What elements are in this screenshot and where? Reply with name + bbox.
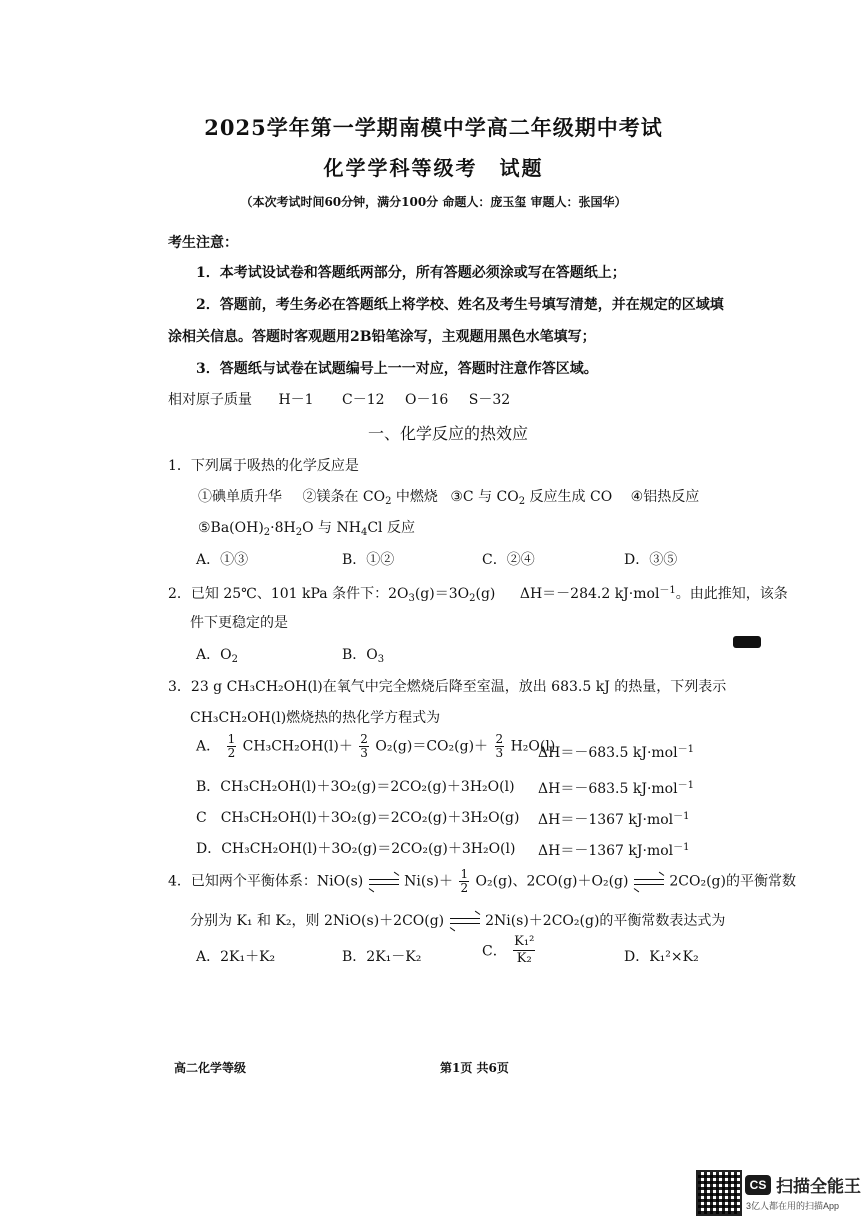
q1-item-1: ①碘单质升华: [198, 489, 282, 505]
equilibrium-arrow-icon: [369, 877, 399, 887]
atomic-mass-h: H－1: [278, 392, 314, 408]
camscanner-logo: CS: [745, 1175, 771, 1195]
q1-item-2: ②镁条在 $CO_2$ 中燃烧: [302, 489, 438, 507]
q3-option-c: C CH₃CH₂OH(l)＋3O₂(g)＝2CO₂(g)＋3H₂O(g): [196, 810, 520, 826]
q1-item-5: $⑤Ba(OH)_2\cdot 8H_2O$ 与 $NH_4Cl$ 反应: [198, 520, 415, 538]
q4-stem-line1: 4．已知两个平衡体系：NiO(s) Ni(s)＋ $\frac{1}{2}$ O₂(g)、2CO(g)＋O₂(g) 2CO₂(g)的平衡常数: [168, 867, 796, 895]
equilibrium-arrow-icon: [450, 916, 480, 926]
q1-item-4: ④铝热反应: [630, 489, 700, 505]
q3-stem-line1: 3．23 g CH₃CH₂OH(l)在氧气中完全燃烧后降至室温，放出 683.5 kJ 的热量，下列表示: [168, 679, 727, 695]
qr-code-icon: [696, 1170, 742, 1216]
q2-stem-line2: 件下更稳定的是: [190, 615, 288, 631]
footer-page-number: 第1页 共6页: [440, 1061, 509, 1075]
q2-option-b: B．$O_3$: [342, 647, 385, 665]
notice-item-2b: 涂相关信息。答题时客观题用2B铅笔涂写，主观题用黑色水笔填写；: [168, 329, 596, 345]
q4-option-c: C． $\frac{\text{K₁²}}{\text{K₂}}$: [482, 934, 535, 966]
q2-option-a: A．$O_2$: [196, 647, 238, 665]
scan-smudge: [733, 636, 761, 648]
atomic-mass-line: [168, 389, 510, 409]
q1-option-d: D．③⑤: [624, 552, 678, 568]
fraction: $\frac{2}{3}$: [495, 732, 504, 760]
q3-option-d: D．CH₃CH₂OH(l)＋3O₂(g)＝2CO₂(g)＋3H₂O(l): [196, 841, 516, 857]
q2-stem: 2．已知 25℃、101 kPa 条件下：$2O_3(g)=3O_2(g)$ ΔH＝－284.2 kJ·mol$^{-1}$。由此推知，该条: [168, 585, 788, 604]
atomic-mass-c: C－12: [342, 392, 385, 408]
atomic-mass-label: 相对原子质量: [168, 392, 252, 408]
q3-option-a-dh: ΔH＝－683.5 kJ·mol$^{-1}$: [538, 744, 694, 761]
fraction: $\frac{\text{K₁²}}{\text{K₂}}$: [514, 934, 535, 966]
notice-item-3: 3．答题纸与试卷在试题编号上一一对应，答题时注意作答区域。: [196, 361, 598, 377]
section-title: 一、化学反应的热效应: [368, 424, 529, 443]
notice-item-1: 1．本考试设试卷和答题纸两部分，所有答题必须涂或写在答题纸上；: [196, 265, 626, 281]
q3-option-a: A． $\frac{1}{2}$ CH₃CH₂OH(l)＋ $\frac{2}{3}$ O₂(g)＝CO₂(g)＋ $\frac{2}{3}$ H₂O(l): [196, 732, 556, 760]
q1-item-3: ③C 与 $CO_2$ 反应生成 CO: [450, 489, 613, 507]
exam-title: 2025学年第一学期南模中学高二年级期中考试: [204, 115, 663, 140]
equilibrium-arrow-icon: [634, 877, 664, 887]
q3-option-b: B．CH₃CH₂OH(l)＋3O₂(g)＝2CO₂(g)＋3H₂O(l): [196, 779, 515, 795]
notice-heading: 考生注意：: [168, 235, 238, 251]
q4-option-b: B．2K₁－K₂: [342, 949, 422, 965]
q4-option-d: D．K₁²×K₂: [624, 949, 699, 965]
q4-stem-line2: 分别为 K₁ 和 K₂，则 2NiO(s)＋2CO(g) 2Ni(s)＋2CO₂(g)的平衡常数表达式为: [190, 910, 725, 930]
scanner-app-name: 扫描全能王: [776, 1177, 861, 1196]
fraction: $\frac{1}{2}$: [460, 867, 469, 895]
atomic-mass-o: O－16: [405, 392, 449, 408]
q3-option-d-dh: ΔH＝－1367 kJ·mol$^{-1}$: [538, 842, 690, 859]
exam-info: （本次考试时间60分钟，满分100分 命题人：庞玉玺 审题人：张国华）: [240, 195, 627, 209]
exam-subtitle: 化学学科等级考 试题: [323, 156, 544, 180]
q1-option-c: C．②④: [482, 552, 535, 568]
q1-option-b: B．①②: [342, 552, 395, 568]
q4-option-a: A．2K₁＋K₂: [196, 949, 276, 965]
fraction: $\frac{1}{2}$: [227, 732, 236, 760]
footer-subject: 高二化学等级: [174, 1061, 247, 1075]
q1-items-row1: [198, 486, 699, 507]
notice-item-2a: 2．答题前，考生务必在答题纸上将学校、姓名及考生号填写清楚，并在规定的区域填: [196, 297, 724, 313]
q1-option-a: A．①③: [196, 552, 249, 568]
q1-stem: 1．下列属于吸热的化学反应是: [168, 458, 359, 474]
q3-option-c-dh: ΔH＝－1367 kJ·mol$^{-1}$: [538, 811, 690, 828]
fraction: $\frac{2}{3}$: [360, 732, 368, 760]
atomic-mass-s: S－32: [468, 392, 511, 408]
q3-option-b-dh: ΔH＝－683.5 kJ·mol$^{-1}$: [538, 780, 694, 797]
q3-stem-line2: CH₃CH₂OH(l)燃烧热的热化学方程式为: [190, 710, 441, 726]
scanner-tagline: 3亿人都在用的扫描App: [746, 1201, 840, 1211]
